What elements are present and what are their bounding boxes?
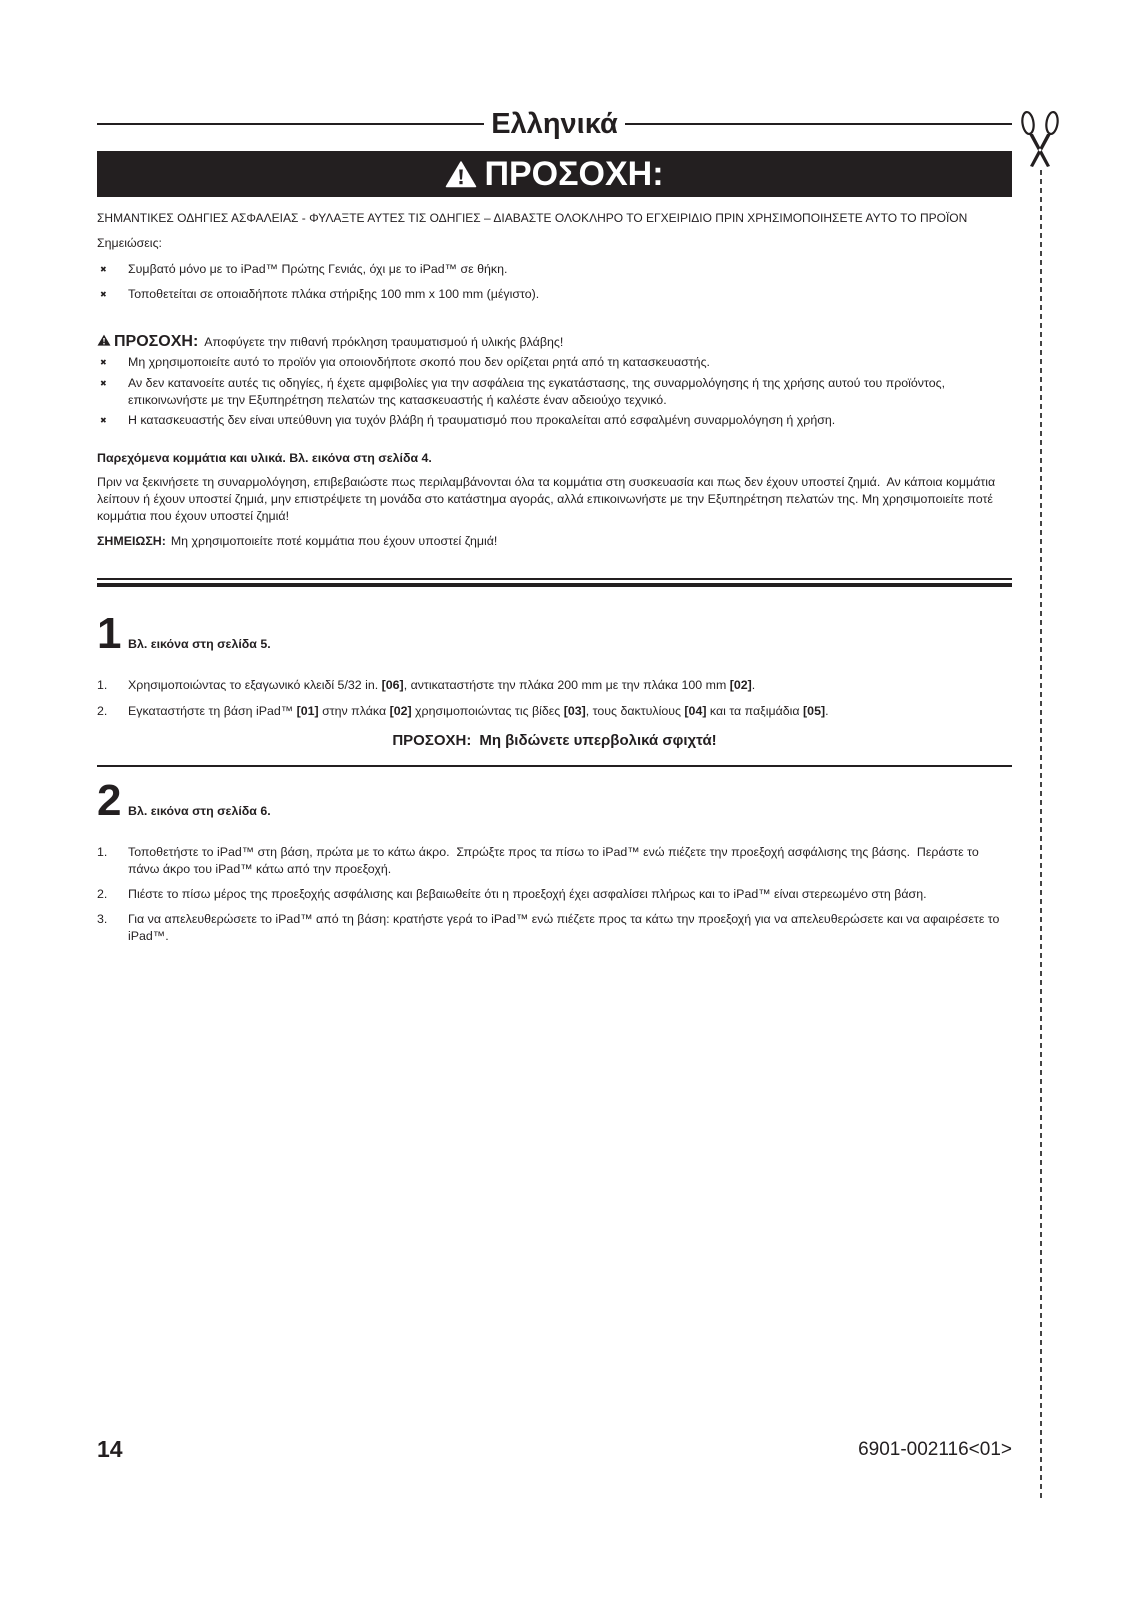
section-divider-thick [97, 583, 1012, 587]
step-item [97, 911, 1012, 945]
step-caution [97, 731, 1012, 751]
step-header [97, 609, 271, 658]
step-number: 1 [97, 609, 122, 658]
item-text-segment: . [751, 678, 756, 692]
item-text-segment: Εγκαταστήστε τη βάση iPad™ [128, 704, 297, 718]
item-text-segment: , τους δακτυλίους [585, 704, 685, 718]
part-reference: [02] [389, 704, 412, 718]
list-item [97, 375, 1012, 409]
caution-text: Αποφύγετε την πιθανή πρόκληση τραυματισμού ή υλικής βλάβης! [204, 335, 564, 349]
part-reference: [01] [296, 704, 319, 718]
step-number: 2 [97, 776, 122, 825]
warning-triangle-icon [97, 334, 111, 346]
section-divider-thin [97, 578, 1012, 580]
cut-line [1040, 170, 1042, 1498]
part-reference: [06] [381, 678, 404, 692]
part-reference: [04] [684, 704, 707, 718]
step-item-text [128, 703, 1012, 720]
document-code: 6901-002116<01> [858, 1439, 1012, 1460]
step-item-marker: 1. [97, 845, 108, 859]
list-item [97, 286, 1012, 303]
language-title: Ελληνικά [491, 108, 618, 140]
caution-item-text: Η κατασκευαστής δεν είναι υπεύθυνη για τυχόν βλάβη ή τραυματισμό που προκαλείται από εσφαλμένη συναρμολόγηση ή χρήση. [128, 413, 836, 427]
step-caution-label: ΠΡΟΣΟΧΗ: [392, 732, 472, 749]
step-figure-reference: Βλ. εικόνα στη σελίδα 6. [128, 804, 271, 818]
scissors-icon [1017, 108, 1063, 170]
step-item-marker: 2. [97, 887, 108, 901]
step-item [97, 677, 1012, 694]
note-text: Τοποθετείται σε οποιαδήποτε πλάκα στήριξης 100 mm x 100 mm (μέγιστο). [128, 287, 540, 301]
important-safety-line: ΣΗΜΑΝΤΙΚΕΣ ΟΔΗΓΙΕΣ ΑΣΦΑΛΕΙΑΣ - ΦΥΛΑΞΤΕ ΑΥΤΕΣ ΤΙΣ ΟΔΗΓΙΕΣ – ΔΙΑΒΑΣΤΕ ΟΛΟΚΛΗΡΟ ΤΟ ΕΓΧΕΙΡΙΔΙΟ ΠΡΙΝ ΧΡΗΣΙΜΟΠΟΙΗΣΕΤΕ ΑΥΤΟ ΤΟ ΠΡΟΪΟΝ [97, 211, 968, 225]
item-text-segment: , αντικαταστήστε την πλάκα 200 mm με την πλάκα 100 mm [403, 678, 730, 692]
list-item [97, 354, 1012, 371]
step-item [97, 844, 1012, 878]
language-header [97, 104, 1012, 144]
caution-heading [97, 332, 563, 352]
step-item-text: Για να απελευθερώσετε το iPad™ από τη βάση: κρατήστε γερά το iPad™ ενώ πιέζετε προς τα κάτω την προεξοχή για να απελευθερώσετε και να αφαιρέσετε το iPad™. [128, 912, 1003, 943]
note-text: Συμβατό μόνο με το iPad™ Πρώτης Γενιάς, όχι με το iPad™ σε θήκη. [128, 262, 508, 276]
page-number: 14 [97, 1436, 123, 1462]
step-item-text: Τοποθετήστε το iPad™ στη βάση, πρώτα με το κάτω άκρο. Σπρώξτε προς τα πίσω το iPad™ ενώ πιέζετε την προεξοχή ασφάλισης της βάσης. Περάστε το πάνω άκρο του iPad™ κάτω από την προεξοχή. [128, 845, 983, 876]
step-item-text [128, 677, 1012, 694]
notes-label: Σημειώσεις: [97, 236, 162, 250]
step-item-marker: 1. [97, 678, 108, 692]
caution-item-text: Αν δεν κατανοείτε αυτές τις οδηγίες, ή έχετε αμφιβολίες για την ασφάλεια της εγκατάστασης, της συναρμολόγησης ή της χρήσης αυτού του προϊόντος, επικοινωνήστε με την Εξυπηρέτηση πελατών της κατασκευαστής ή καλέστε έναν αδειούχο τεχνικό. [128, 376, 949, 407]
item-text-segment: και τα παξιμάδια [706, 704, 804, 718]
caution-label: ΠΡΟΣΟΧΗ: [114, 333, 199, 350]
warning-banner [97, 151, 1012, 197]
step-item-marker: 2. [97, 704, 108, 718]
step-item-marker: 3. [97, 912, 108, 926]
header-rule-right [625, 123, 1012, 125]
caution-item-text: Μη χρησιμοποιείτε αυτό το προϊόν για οποιονδήποτε σκοπό που δεν ορίζεται ρητά από τη κατασκευαστής. [128, 355, 710, 369]
step-item [97, 886, 1012, 903]
list-item [97, 412, 1012, 429]
note-text: Μη χρησιμοποιείτε ποτέ κομμάτια που έχουν υποστεί ζημιά! [170, 534, 498, 548]
list-item [97, 261, 1012, 278]
bullet-cross-icon [97, 354, 128, 371]
part-reference: [03] [563, 704, 586, 718]
step-figure-reference: Βλ. εικόνα στη σελίδα 5. [128, 637, 271, 651]
item-text-segment: . [825, 704, 829, 718]
item-text-segment: στην πλάκα [318, 704, 390, 718]
banner-title: ΠΡΟΣΟΧΗ: [484, 155, 664, 193]
step-header [97, 776, 271, 825]
step-divider [97, 765, 1012, 767]
part-reference: [02] [729, 678, 752, 692]
part-reference: [05] [803, 704, 826, 718]
header-rule-left [97, 123, 484, 125]
bullet-cross-icon [97, 286, 128, 303]
parts-heading: Παρεχόμενα κομμάτια και υλικά. Βλ. εικόνα στη σελίδα 4. [97, 451, 432, 465]
bullet-cross-icon [97, 261, 128, 278]
item-text-segment: Χρησιμοποιώντας το εξαγωνικό κλειδί 5/32 in. [128, 678, 382, 692]
step-caution-text: Μη βιδώνετε υπερβολικά σφιχτά! [479, 732, 717, 749]
bullet-cross-icon [97, 375, 128, 409]
step-item [97, 703, 1012, 720]
parts-note [97, 533, 497, 550]
parts-paragraph: Πριν να ξεκινήσετε τη συναρμολόγηση, επιβεβαιώστε πως περιλαμβάνονται όλα τα κομμάτια στη συσκευασία και πως δεν έχουν υποστεί ζημιά. Αν κάποια κομμάτια λείπουν ή έχουν υποστεί ζημιά, μην επιστρέψετε τη μονάδα στο κατάστημα αγοράς, αλλά επικοινωνήστε με την Εξυπηρέτηση πελατών της. Μη χρησιμοποιείτε ποτέ κομμάτια που έχουν υποστεί ζημιά! [97, 475, 999, 523]
note-label: ΣΗΜΕΙΩΣΗ: [97, 534, 166, 548]
item-text-segment: χρησιμοποιώντας τις βίδες [411, 704, 564, 718]
warning-triangle-icon [445, 160, 477, 188]
step-item-text: Πιέστε το πίσω μέρος της προεξοχής ασφάλισης και βεβαιωθείτε ότι η προεξοχή έχει ασφαλίσει πλήρως και το iPad™ είναι στερεωμένο στη βάση. [128, 887, 927, 901]
bullet-cross-icon [97, 412, 128, 429]
